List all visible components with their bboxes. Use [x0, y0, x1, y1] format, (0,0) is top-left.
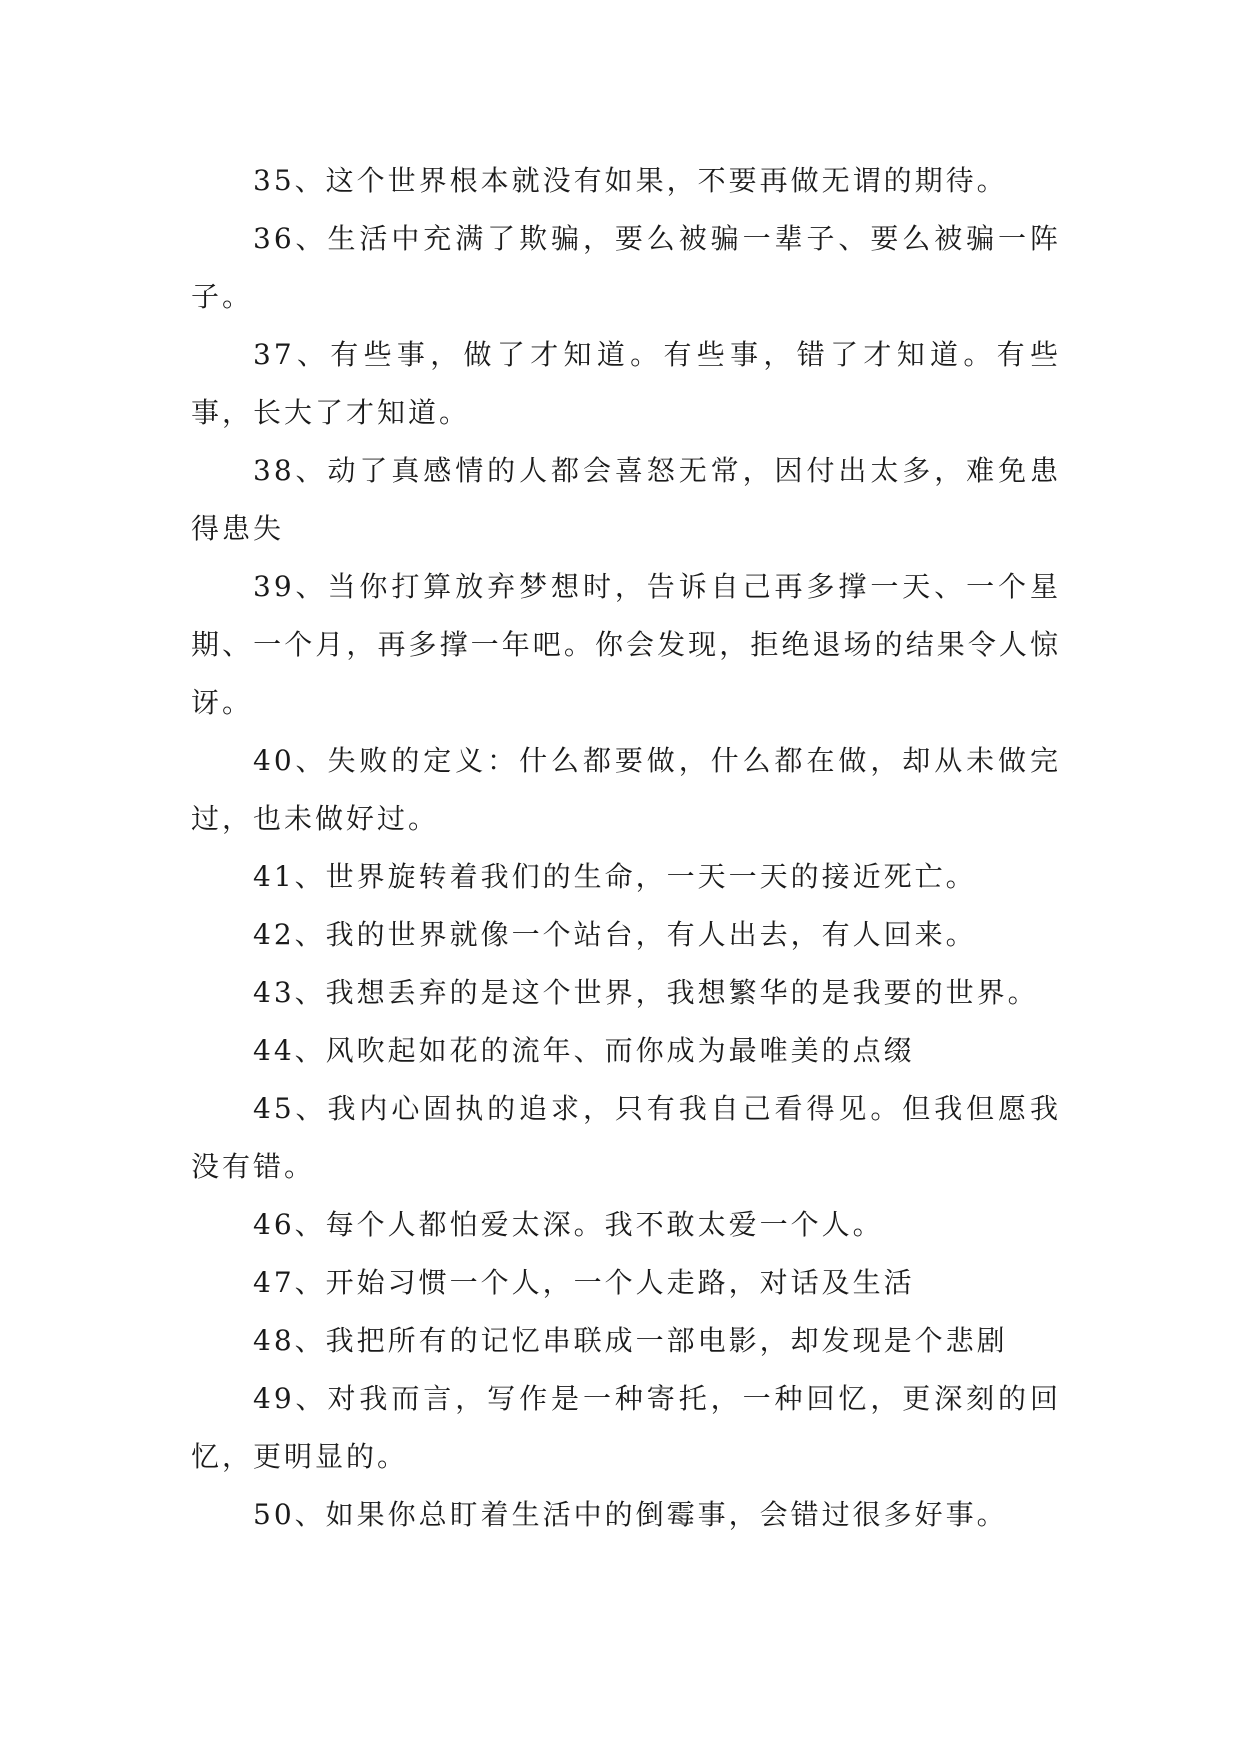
- paragraph-36: 36、生活中充满了欺骗，要么被骗一辈子、要么被骗一阵子。: [191, 222, 1061, 313]
- paragraph-43: 43、我想丢弃的是这个世界，我想繁华的是我要的世界。: [253, 976, 1039, 1009]
- paragraph-46: 46、每个人都怕爱太深。我不敢太爱一个人。: [253, 1208, 884, 1241]
- paragraph-40: 40、失败的定义：什么都要做，什么都在做，却从未做完过，也未做好过。: [191, 744, 1061, 835]
- paragraph-41: 41、世界旋转着我们的生命，一天一天的接近死亡。: [253, 860, 977, 893]
- paragraph-35: 35、这个世界根本就没有如果，不要再做无谓的期待。: [253, 164, 1008, 197]
- paragraph-37: 37、有些事，做了才知道。有些事，错了才知道。有些事，长大了才知道。: [191, 338, 1061, 429]
- paragraph-45: 45、我内心固执的追求，只有我自己看得见。但我但愿我没有错。: [191, 1092, 1061, 1183]
- paragraph-50: 50、如果你总盯着生活中的倒霉事，会错过很多好事。: [253, 1498, 1008, 1531]
- paragraph-44: 44、风吹起如花的流年、而你成为最唯美的点缀: [253, 1034, 915, 1067]
- paragraph-42: 42、我的世界就像一个站台，有人出去，有人回来。: [253, 918, 977, 951]
- paragraph-38: 38、动了真感情的人都会喜怒无常，因付出太多，难免患得患失: [191, 454, 1061, 545]
- paragraph-39: 39、当你打算放弃梦想时，告诉自己再多撑一天、一个星期、一个月，再多撑一年吧。你会发现，拒绝退场的结果令人惊讶。: [191, 570, 1061, 719]
- paragraph-48: 48、我把所有的记忆串联成一部电影，却发现是个悲剧: [253, 1324, 1008, 1357]
- paragraph-49: 49、对我而言，写作是一种寄托，一种回忆，更深刻的回忆，更明显的。: [191, 1382, 1061, 1473]
- document-body: [191, 152, 1061, 1544]
- paragraph-47: 47、开始习惯一个人，一个人走路，对话及生活: [253, 1266, 915, 1299]
